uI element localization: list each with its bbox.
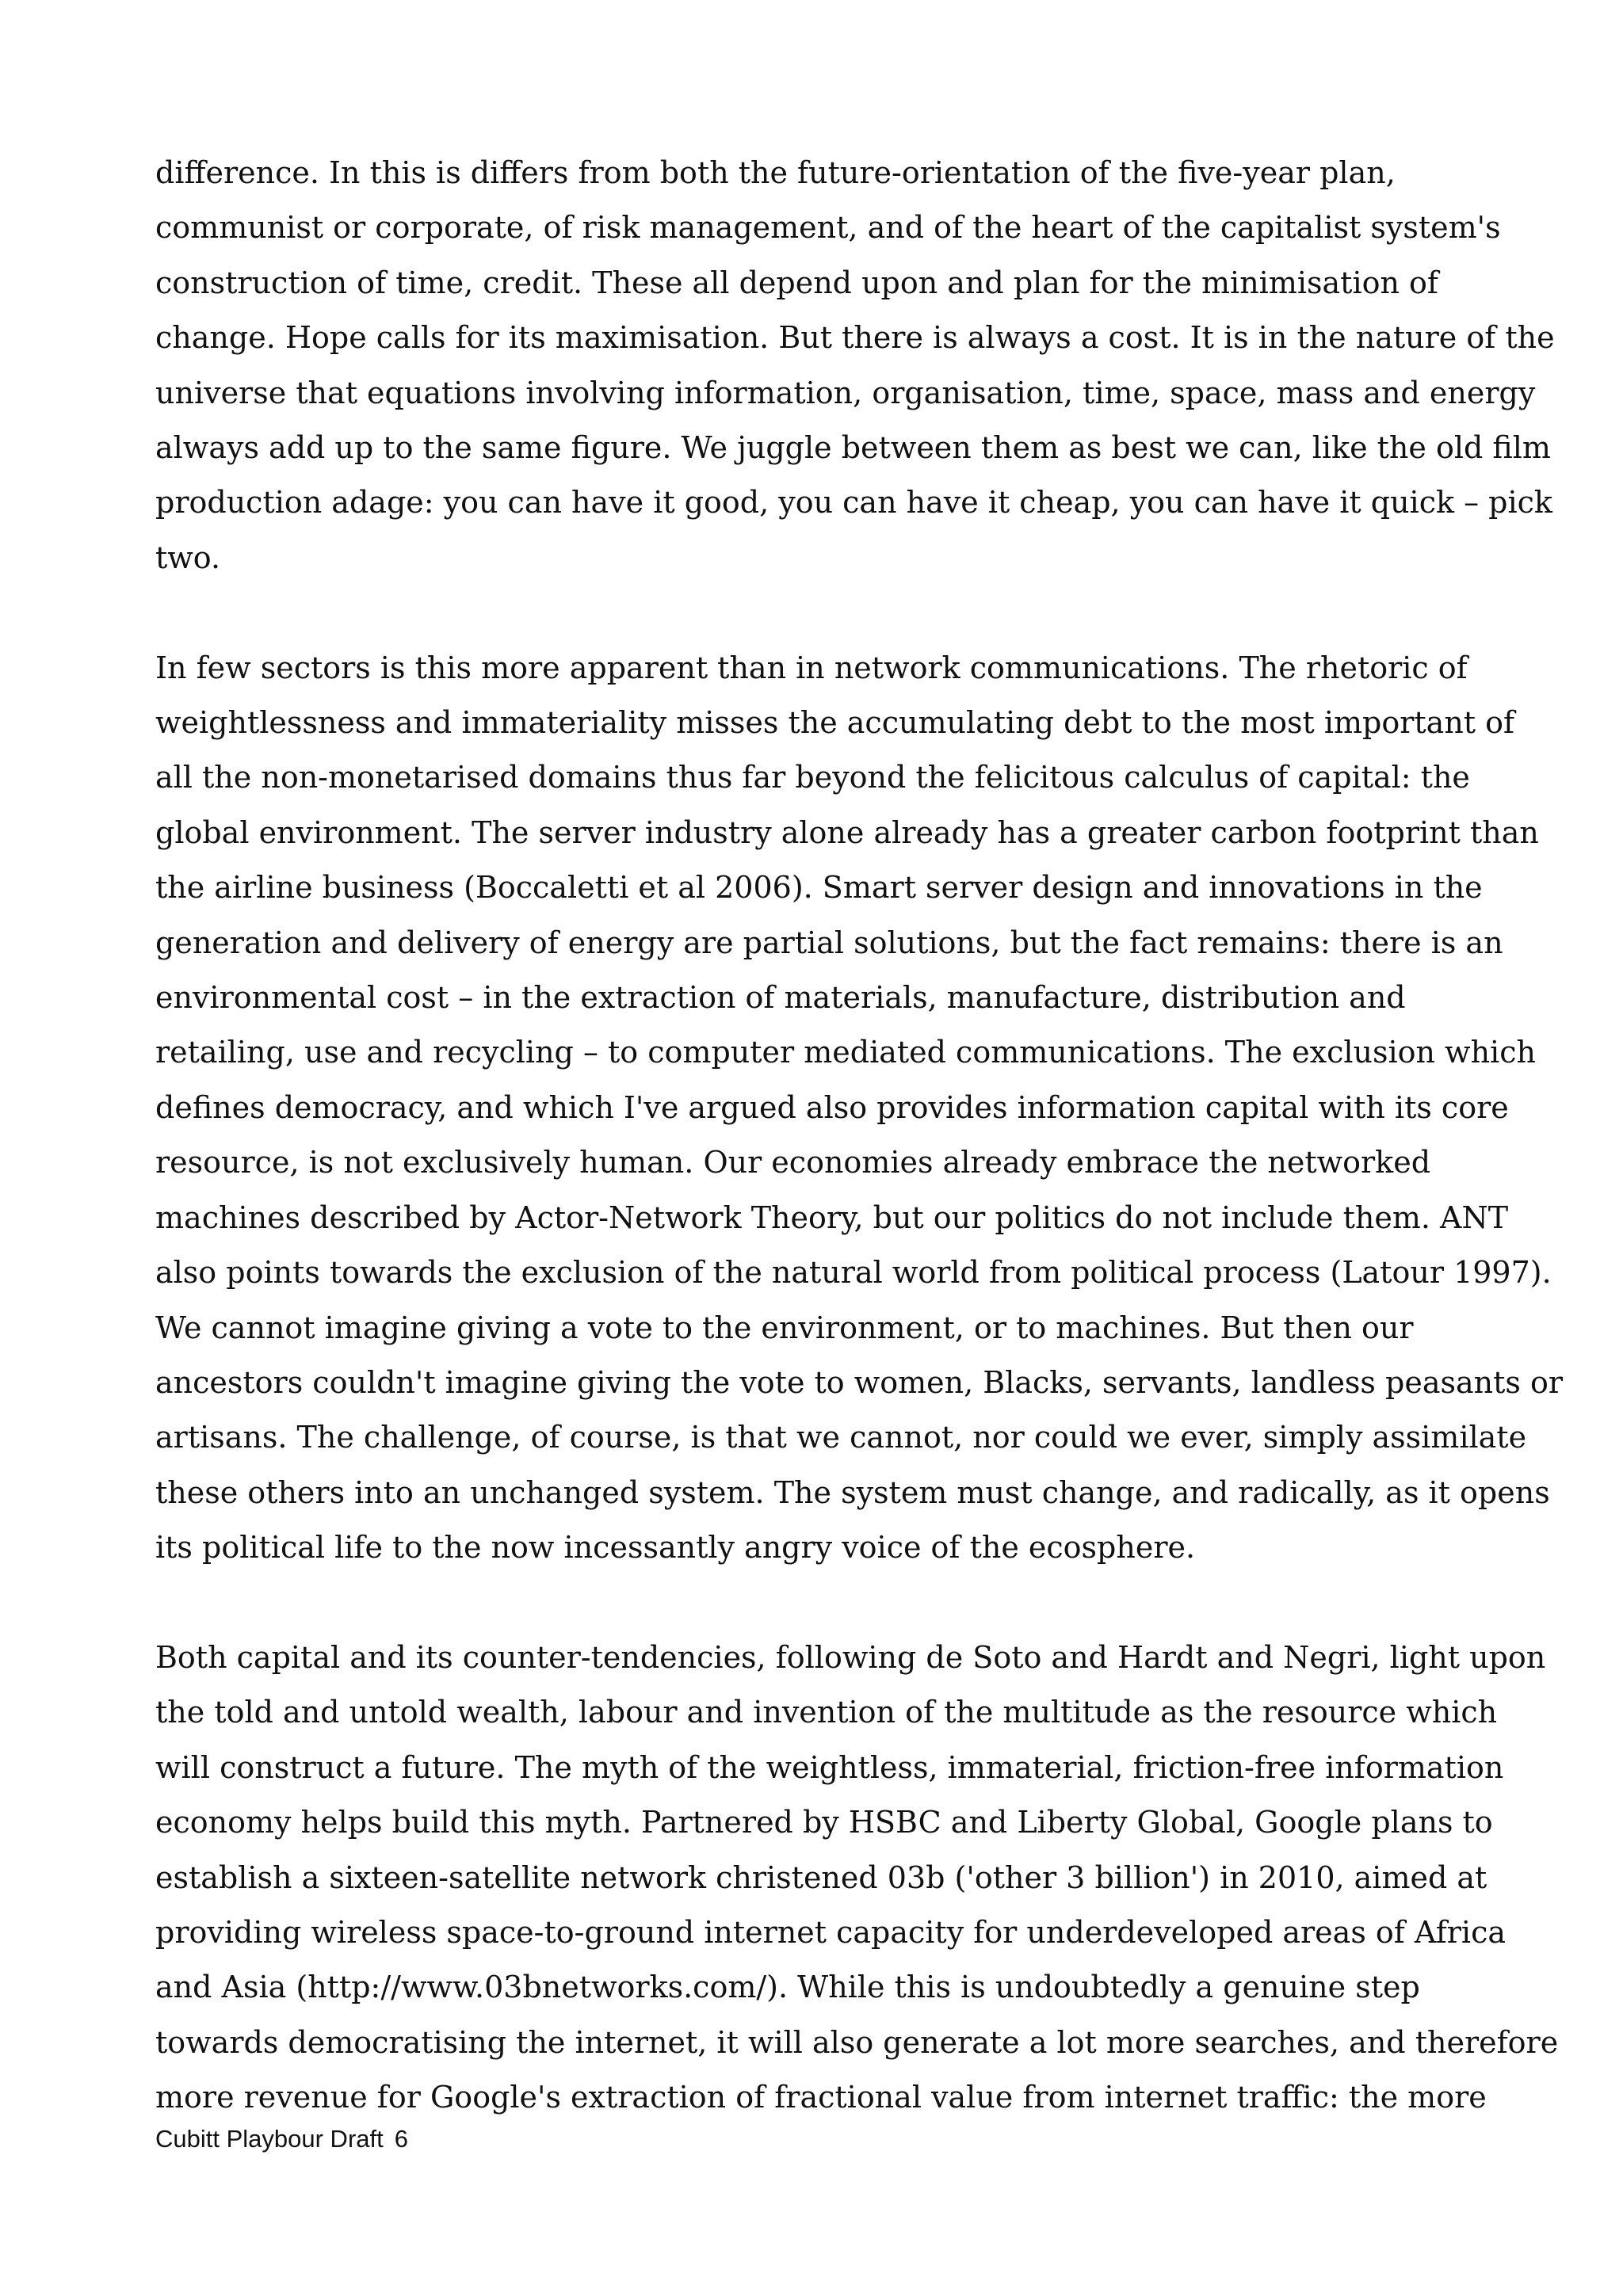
footer-label: Cubitt Playbour Draft — [155, 2125, 384, 2153]
text-line: artisans. The challenge, of course, is that we cannot, nor could we ever, simply assimilate — [155, 1420, 1527, 1455]
text-line: machines described by Actor-Network Theory, but our politics do not include them. ANT — [155, 1199, 1509, 1235]
text-line: and Asia (http://www.03bnetworks.com/). While this is undoubtedly a genuine step — [155, 1970, 1420, 2005]
text-line: economy helps build this myth. Partnered by HSBC and Liberty Global, Google plans to — [155, 1805, 1493, 1840]
paragraph-3 — [155, 1630, 1559, 2126]
text-line: will construct a future. The myth of the weightless, immaterial, friction-free information — [155, 1749, 1504, 1785]
text-line: towards democratising the internet, it will also generate a lot more searches, and therefore — [155, 2024, 1559, 2060]
page-footer — [155, 2123, 408, 2155]
text-line: establish a sixteen-satellite network christened 03b ('other 3 billion') in 2010, aimed at — [155, 1859, 1487, 1895]
text-line: environmental cost – in the extraction of materials, manufacture, distribution and — [155, 980, 1406, 1016]
text-line: universe that equations involving information, organisation, time, space, mass and energy — [155, 375, 1536, 410]
text-line: always add up to the same figure. We juggle between them as best we can, like the old film — [155, 430, 1551, 466]
text-line: difference. In this is differs from both the future-orientation of the five-year plan, — [155, 155, 1396, 190]
text-line: We cannot imagine giving a vote to the environment, or to machines. But then our — [155, 1310, 1414, 1345]
paragraph-1 — [155, 146, 1555, 585]
text-line: also points towards the exclusion of the natural world from political process (Latour 1997). — [155, 1255, 1552, 1291]
text-line: the told and untold wealth, labour and invention of the multitude as the resource which — [155, 1695, 1498, 1730]
text-line: defines democracy, and which I've argued also provides information capital with its core — [155, 1089, 1509, 1125]
text-line: more revenue for Google's extraction of fractional value from internet traffic: the more — [155, 2080, 1487, 2115]
text-line: communist or corporate, of risk management, and of the heart of the capitalist system's — [155, 210, 1501, 246]
text-line: Both capital and its counter-tendencies, following de Soto and Hardt and Negri, light upon — [155, 1639, 1546, 1675]
paragraph-2 — [155, 641, 1563, 1576]
text-line: weightlessness and immateriality misses the accumulating debt to the most important of — [155, 705, 1515, 741]
text-line: two. — [155, 540, 221, 575]
text-line: retailing, use and recycling – to computer mediated communications. The exclusion which — [155, 1035, 1536, 1070]
text-line: change. Hope calls for its maximisation. But there is always a cost. It is in the nature of the — [155, 320, 1555, 356]
text-line: construction of time, credit. These all depend upon and plan for the minimisation of — [155, 265, 1438, 300]
text-line: these others into an unchanged system. The system must change, and radically, as it opens — [155, 1474, 1550, 1510]
document-body — [155, 146, 1563, 2126]
text-line: production adage: you can have it good, you can have it cheap, you can have it quick – pick — [155, 485, 1552, 521]
text-line: global environment. The server industry alone already has a greater carbon footprint than — [155, 814, 1539, 850]
text-line: ancestors couldn't imagine giving the vote to women, Blacks, servants, landless peasants or — [155, 1364, 1563, 1400]
text-line: In few sectors is this more apparent than in network communications. The rhetoric of — [155, 650, 1468, 685]
text-line: providing wireless space-to-ground internet capacity for underdeveloped areas of Africa — [155, 1914, 1507, 1950]
text-line: generation and delivery of energy are partial solutions, but the fact remains: there is an — [155, 925, 1503, 960]
text-line: its political life to the now incessantly angry voice of the ecosphere. — [155, 1530, 1196, 1566]
text-line: all the non-monetarised domains thus far beyond the felicitous calculus of capital: the — [155, 760, 1470, 795]
page-number: 6 — [394, 2125, 408, 2153]
text-line: the airline business (Boccaletti et al 2006). Smart server design and innovations in the — [155, 870, 1483, 906]
text-line: resource, is not exclusively human. Our economies already embrace the networked — [155, 1145, 1431, 1180]
